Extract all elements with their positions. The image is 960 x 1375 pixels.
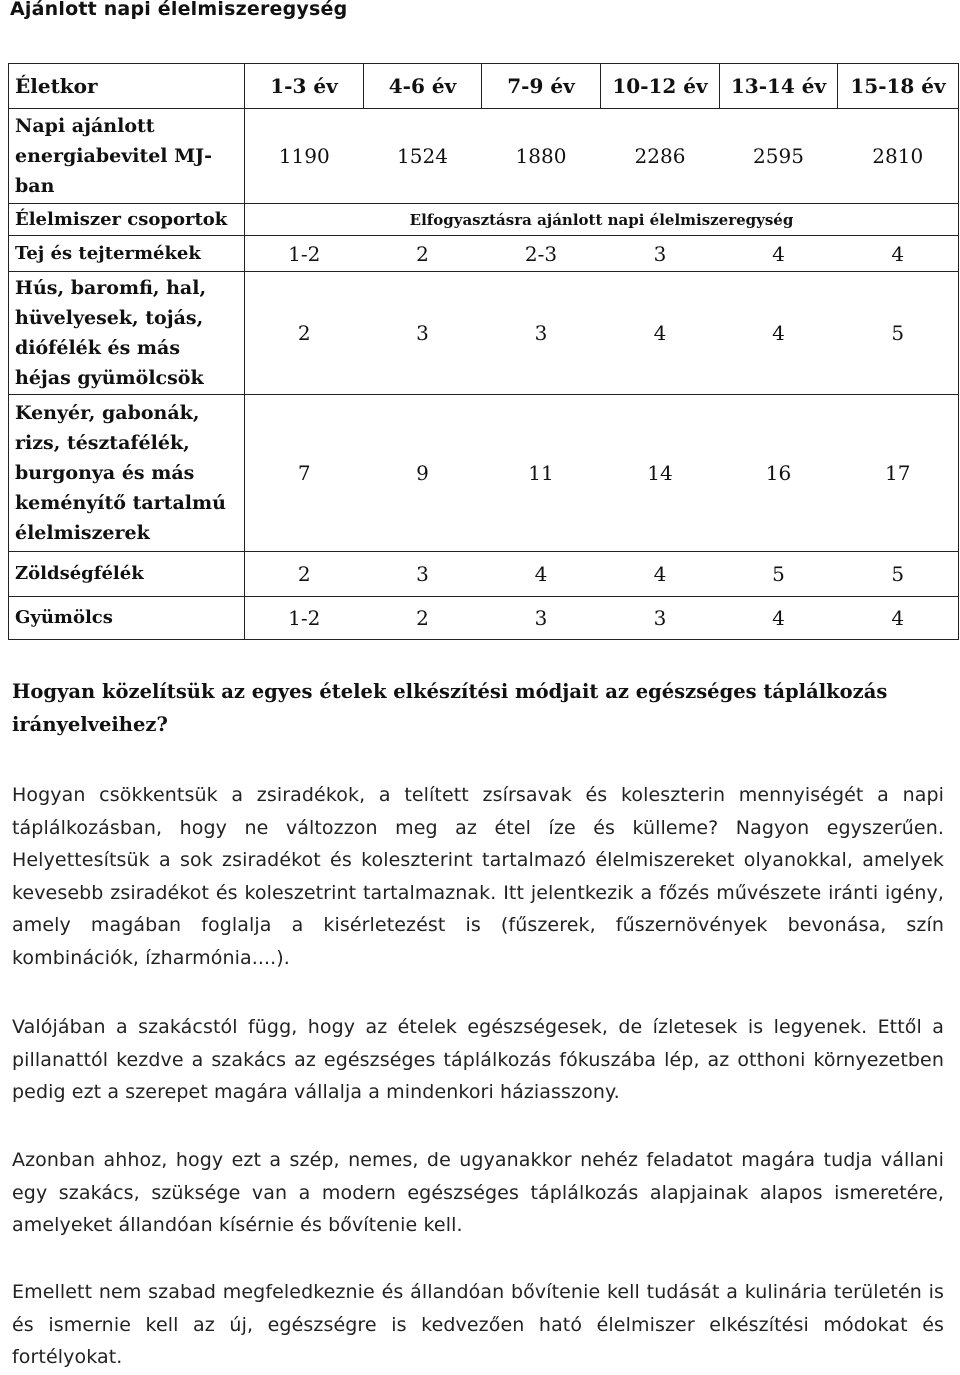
row-value: 1-2: [245, 597, 364, 640]
row-value: 16: [720, 395, 838, 552]
row-label: Gyümölcs: [9, 597, 245, 640]
age-header-label: Életkor: [9, 64, 245, 109]
row-value: 2: [245, 552, 364, 597]
section-heading: Hogyan közelítsük az egyes ételek elkészítési módjait az egészséges táplálkozás irányelveihez?: [12, 680, 888, 736]
energy-value: 1524: [364, 109, 482, 204]
row-value: 3: [601, 236, 720, 272]
energy-value: 1880: [482, 109, 601, 204]
row-value: 4: [601, 552, 720, 597]
table-row: [9, 552, 959, 597]
age-group: 15-18 év: [838, 64, 959, 109]
energy-row: [9, 109, 959, 204]
row-value: 7: [245, 395, 364, 552]
row-value: 14: [601, 395, 720, 552]
group-caption-row: [9, 204, 959, 236]
row-value: 5: [838, 552, 959, 597]
paragraph: Azonban ahhoz, hogy ezt a szép, nemes, de ugyanakkor nehéz feladatot magára tudja vállani egy szakács, szüksége van a modern egészséges táplálkozás alapjainak alapos ismeretére, amelyeket állandóan kísérnie és bővítenie kell.: [12, 1149, 944, 1236]
paragraph: Valójában a szakácstól függ, hogy az ételek egészségesek, de ízletesek is legyenek. Ettől a pillanattól kezdve a szakács az egészséges táplálkozás fókuszába lép, az otthoni környezetben pedig ezt a szerepet magára vállalja a mindenkori háziasszony.: [12, 1016, 944, 1103]
paragraph: Emellett nem szabad megfeledkeznie és állandóan bővítenie kell tudását a kulinária területén is és ismernie kell az új, egészségre is kedvezően ható élelmiszer elkészítési módokat és fortélyokat.: [12, 1281, 944, 1368]
row-value: 4: [838, 597, 959, 640]
page-title: Ajánlott napi élelmiszeregység: [10, 0, 348, 20]
row-value: 3: [482, 272, 601, 395]
row-value: 3: [364, 272, 482, 395]
row-value: 3: [482, 597, 601, 640]
row-label: Tej és tejtermékek: [9, 236, 245, 272]
row-value: 4: [482, 552, 601, 597]
energy-label: Napi ajánlott energiabevitel MJ-ban: [9, 109, 245, 204]
row-value: 2: [364, 597, 482, 640]
age-group: 4-6 év: [364, 64, 482, 109]
table-row: [9, 272, 959, 395]
age-group: 7-9 év: [482, 64, 601, 109]
row-value: 9: [364, 395, 482, 552]
table-row: [9, 236, 959, 272]
age-group: 13-14 év: [720, 64, 838, 109]
row-value: 4: [720, 272, 838, 395]
row-value: 5: [838, 272, 959, 395]
table-row: [9, 597, 959, 640]
row-value: 5: [720, 552, 838, 597]
row-value: 4: [838, 236, 959, 272]
energy-value: 1190: [245, 109, 364, 204]
energy-value: 2286: [601, 109, 720, 204]
row-value: 11: [482, 395, 601, 552]
row-value: 3: [364, 552, 482, 597]
row-value: 4: [720, 236, 838, 272]
row-value: 1-2: [245, 236, 364, 272]
energy-value: 2595: [720, 109, 838, 204]
row-value: 3: [601, 597, 720, 640]
row-value: 2-3: [482, 236, 601, 272]
age-group: 1-3 év: [245, 64, 364, 109]
row-value: 17: [838, 395, 959, 552]
paragraph: Hogyan csökkentsük a zsiradékok, a telített zsírsavak és koleszterin mennyiségét a napi táplálkozásban, hogy ne változzon meg az étel íze és külleme? Nagyon egyszerűen. Helyettesítsük a sok zsiradékot és koleszterint tartalmazó élelmiszereket olyanokkal, amelyek kevesebb zsiradékot és koleszetrint tartalmaznak. Itt jelentkezik a főzés művészete iránti igény, amely magában foglalja a kisérletezést is (fűszerek, fűszernövények bevonása, szín kombinációk, ízharmónia....).: [12, 784, 944, 969]
table-caption: Elfogyasztásra ajánlott napi élelmiszeregység: [245, 204, 959, 236]
row-value: 4: [601, 272, 720, 395]
table-header-row: [9, 64, 959, 109]
row-value: 2: [245, 272, 364, 395]
energy-value: 2810: [838, 109, 959, 204]
row-label: Kenyér, gabonák, rizs, tésztafélék, burgonya és más keményítő tartalmú élelmiszerek: [9, 395, 245, 552]
row-value: 4: [720, 597, 838, 640]
food-groups-label: Élelmiszer csoportok: [9, 204, 245, 236]
recommendation-table: [8, 63, 959, 640]
age-group: 10-12 év: [601, 64, 720, 109]
table-row: [9, 395, 959, 552]
row-label: Zöldségfélék: [9, 552, 245, 597]
row-label: Hús, baromfi, hal, hüvelyesek, tojás, diófélék és más héjas gyümölcsök: [9, 272, 245, 395]
row-value: 2: [364, 236, 482, 272]
